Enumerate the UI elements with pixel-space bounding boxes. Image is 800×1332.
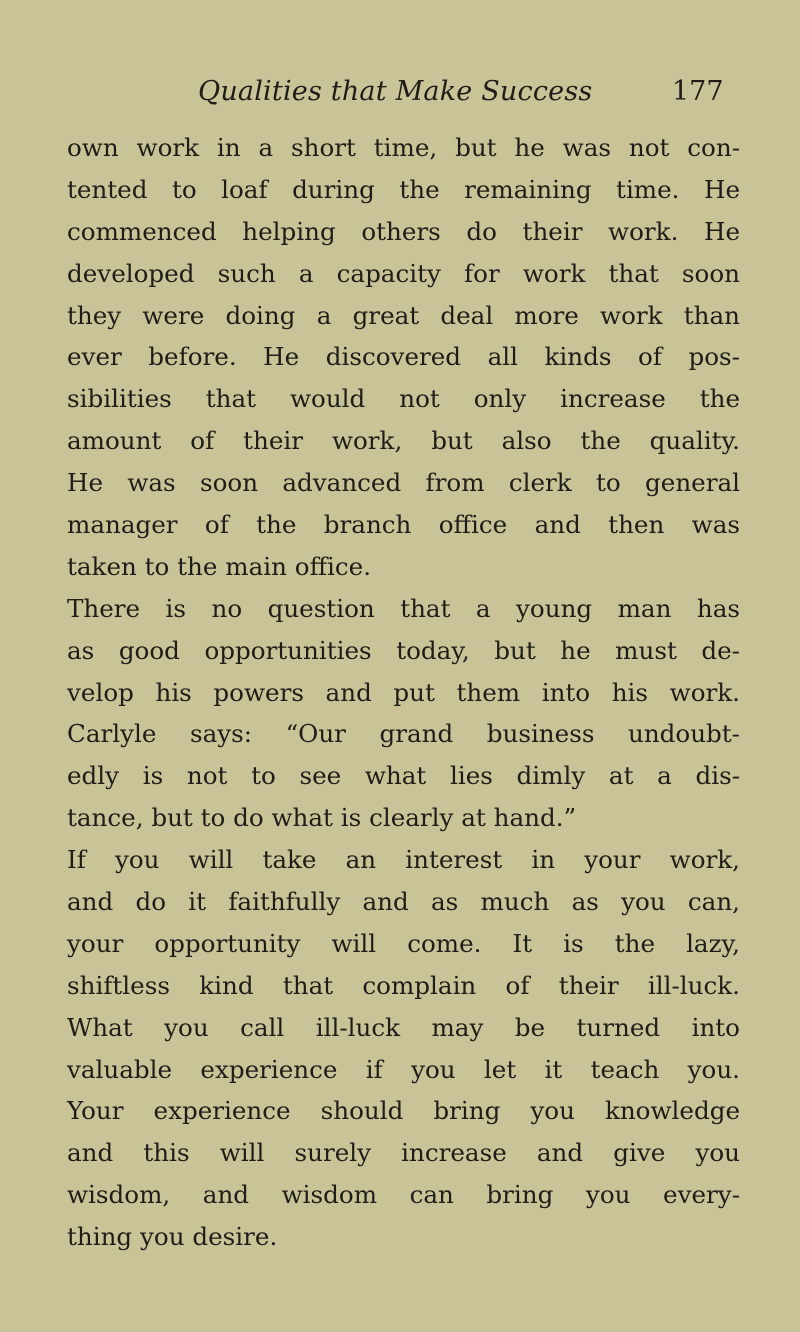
text-line: own work in a short time, but he was not con- (67, 133, 740, 162)
text-line: If you will take an interest in your work, (67, 845, 740, 875)
text-line: tance, but to do what is clearly at hand.” (67, 803, 577, 833)
text-line: thing you desire. (67, 1222, 278, 1252)
text-line: wisdom, and wisdom can bring you every- (67, 1180, 740, 1210)
page-number: 177 (672, 76, 724, 107)
text-line: and do it faithfully and as much as you can, (67, 887, 740, 917)
text-line: commenced helping others do their work. He (67, 216, 740, 246)
text-line: taken to the main office. (67, 551, 372, 581)
text-line: ever before. He discovered all kinds of pos- (67, 342, 740, 372)
text-line: shiftless kind that complain of their ill-luck. (67, 970, 740, 1000)
text-line: they were doing a great deal more work than (67, 300, 740, 330)
text-line: Carlyle says: “Our grand business undoubt- (67, 719, 740, 749)
text-line: developed such a capacity for work that soon (67, 258, 740, 288)
text-line: There is no question that a young man has (67, 593, 740, 623)
text-line: amount of their work, but also the quality. (67, 426, 740, 456)
text-line: tented to loaf during the remaining time. He (67, 174, 740, 204)
text-line: Your experience should bring you knowledge (67, 1096, 740, 1126)
body-text (67, 127, 740, 1258)
text-line: What you call ill-luck may be turned into (67, 1012, 740, 1042)
text-line: and this will surely increase and give you (67, 1138, 740, 1168)
text-line: manager of the branch office and then was (67, 510, 740, 540)
running-head (0, 76, 800, 116)
text-line: sibilities that would not only increase the (67, 384, 740, 414)
text-line: velop his powers and put them into his work. (67, 677, 740, 707)
text-line: valuable experience if you let it teach you. (67, 1054, 740, 1084)
text-line: edly is not to see what lies dimly at a dis- (67, 761, 740, 791)
text-line: He was soon advanced from clerk to general (67, 468, 740, 498)
running-title: Qualities that Make Success (198, 76, 593, 107)
text-line: your opportunity will come. It is the lazy, (67, 928, 740, 958)
text-line: as good opportunities today, but he must de- (67, 635, 740, 665)
